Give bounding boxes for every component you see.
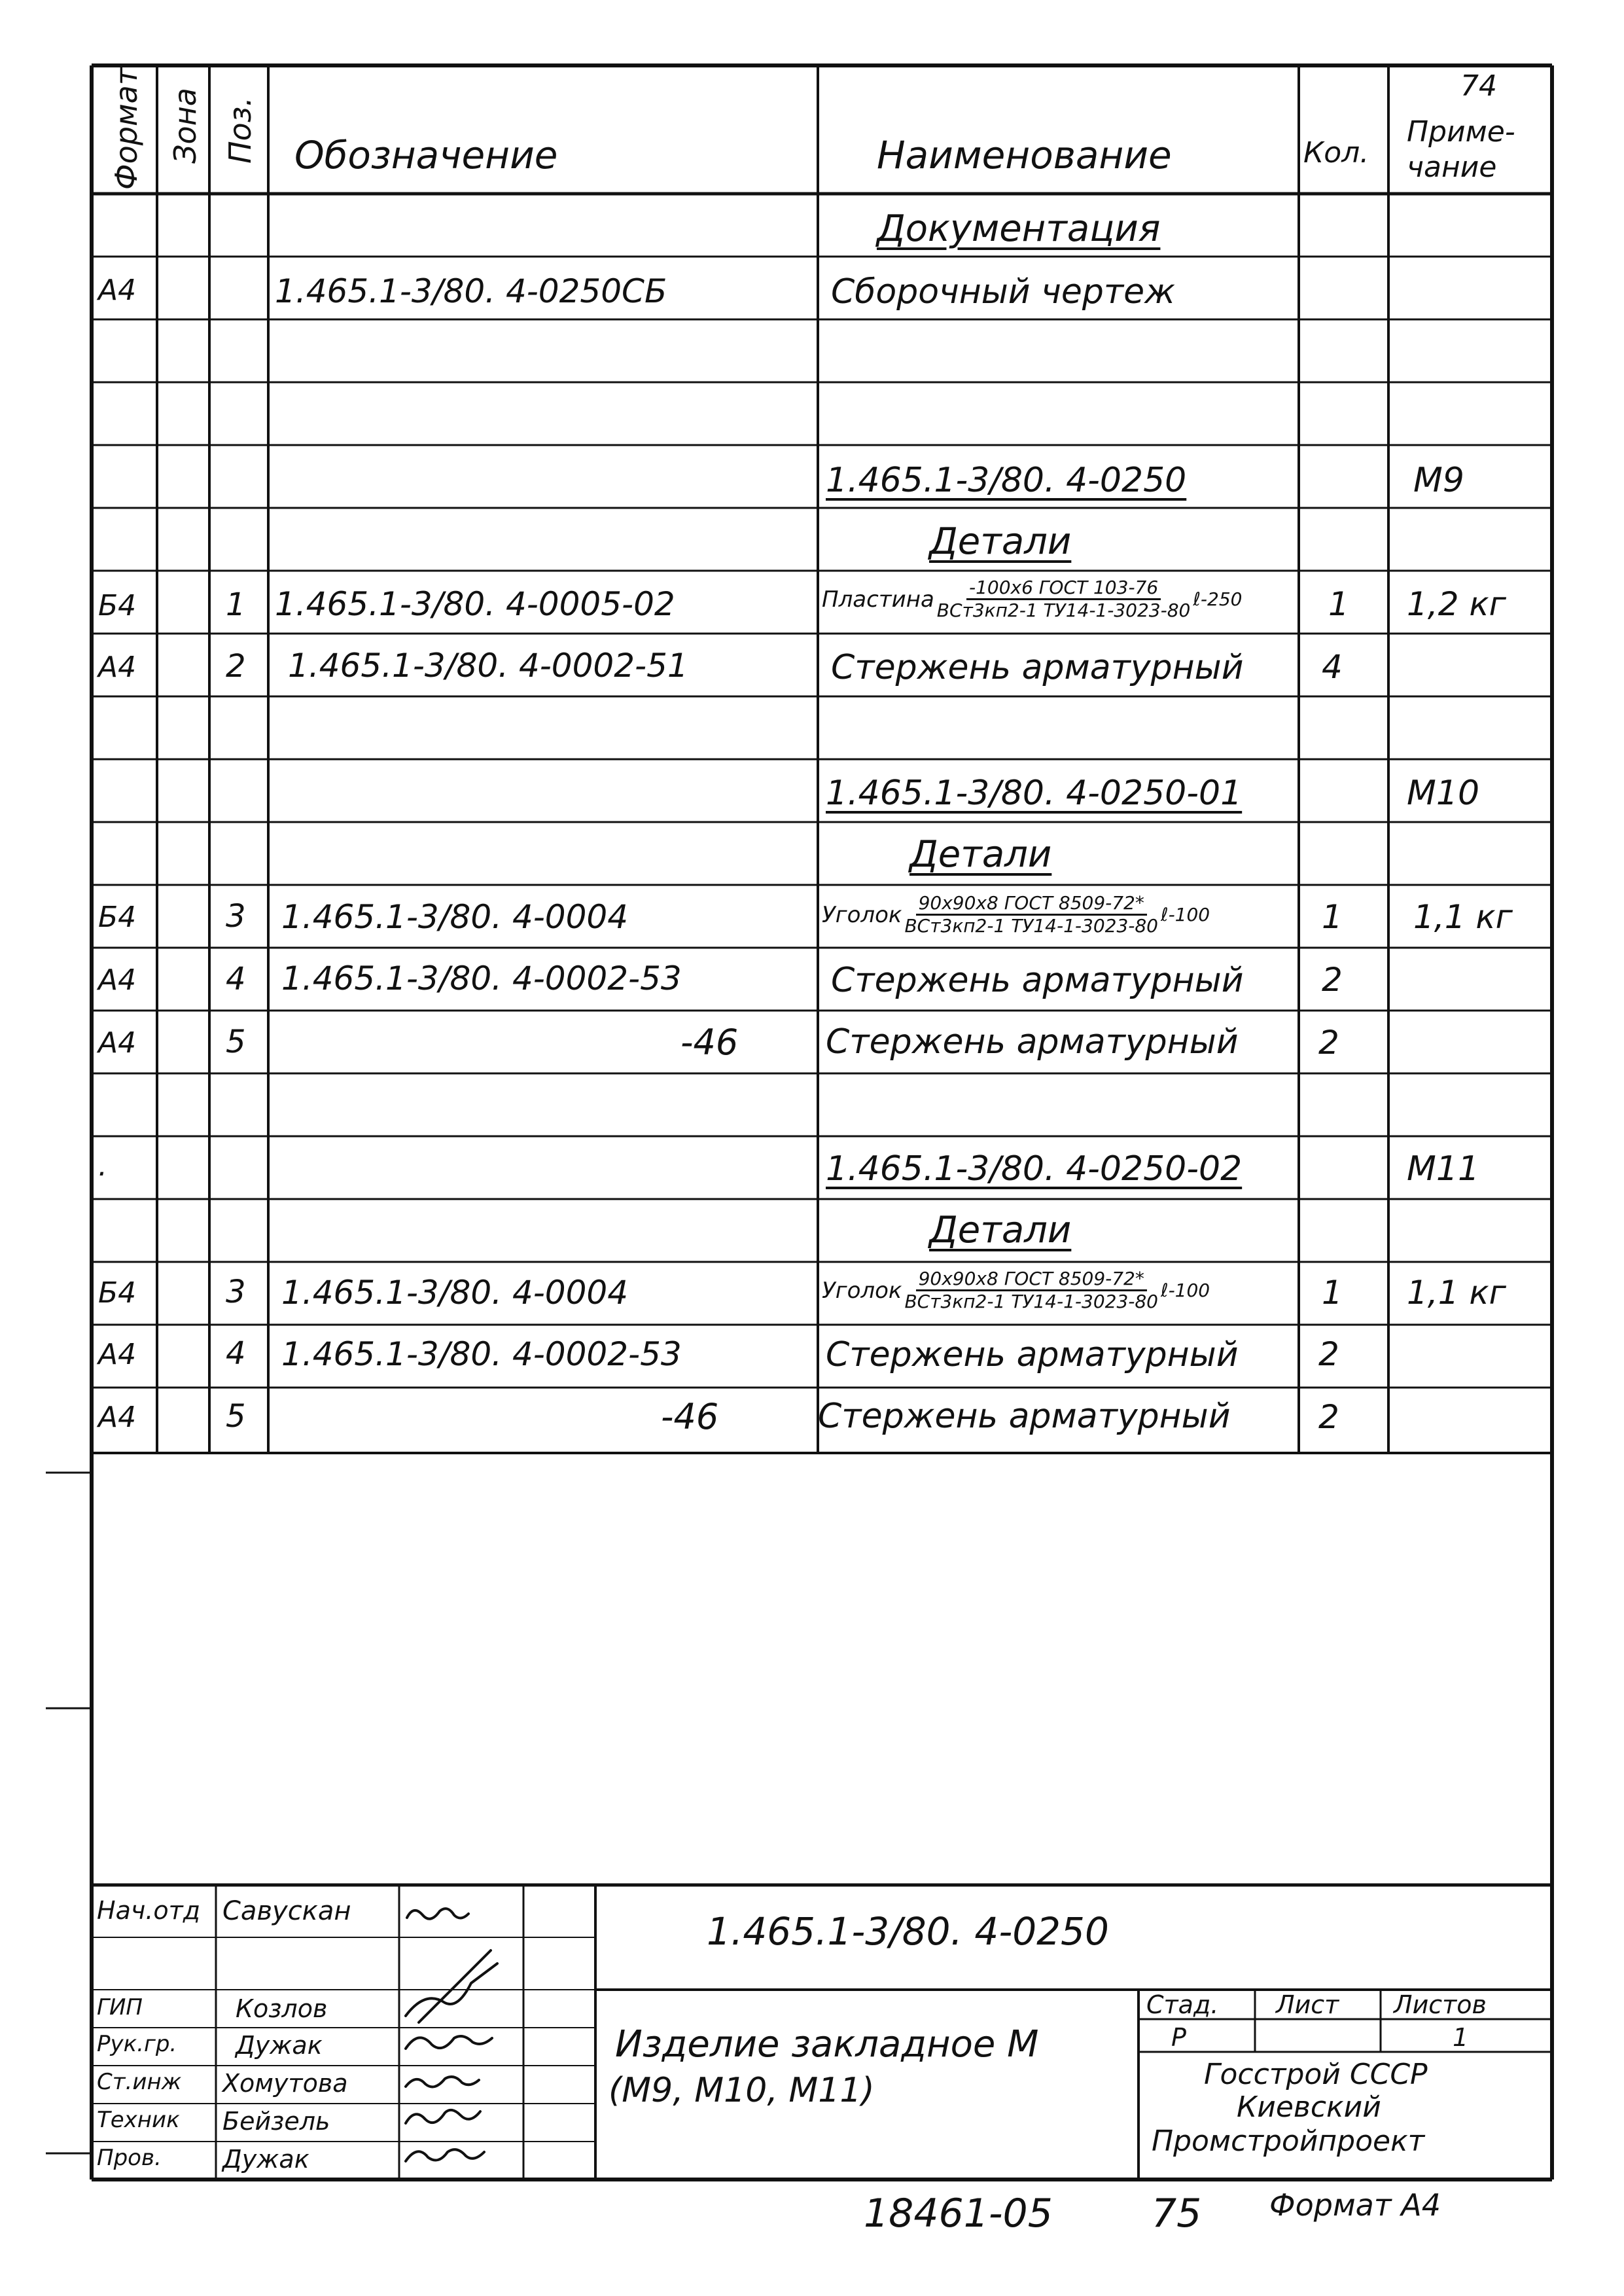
- section-heading-details-2: Детали: [909, 833, 1052, 876]
- material-length: ℓ-250: [1193, 588, 1243, 611]
- material-numerator: -100x6 ГОСТ 103-76: [966, 577, 1161, 600]
- material-denominator: ВСт3кп2-1 ТУ14-1-3023-80: [936, 600, 1191, 622]
- row-note: 1,1 кг: [1407, 1274, 1506, 1312]
- variant-code-m10: 1.465.1-3/80. 4-0250-01: [826, 774, 1243, 813]
- row-name-material-spec: [822, 577, 1242, 621]
- header-zone: Зона: [168, 88, 203, 164]
- header-name: Наименование: [877, 133, 1172, 177]
- row-designation: 1.465.1-3/80. 4-0002-51: [288, 647, 688, 685]
- variant-label-m11: М11: [1407, 1149, 1480, 1189]
- material-length: ℓ-100: [1161, 904, 1210, 926]
- row-pos: 5: [226, 1024, 246, 1060]
- material-length: ℓ-100: [1161, 1280, 1210, 1302]
- person-name: Хомутова: [222, 2069, 348, 2098]
- format-label: Формат А4: [1269, 2187, 1441, 2223]
- header-note-line1: Приме-: [1407, 115, 1515, 149]
- row-name: Стержень арматурный: [826, 1335, 1239, 1374]
- variant-code-m9: 1.465.1-3/80. 4-0250: [826, 461, 1187, 500]
- row-format: А4: [98, 651, 137, 684]
- material-numerator: 90x90x8 ГОСТ 8509-72*: [916, 1268, 1147, 1291]
- row-pos: 3: [226, 898, 246, 935]
- person-name: Дужак: [236, 2031, 323, 2060]
- person-name: Козлов: [236, 1994, 328, 2023]
- row-designation: 1.465.1-3/80. 4-0250СБ: [275, 272, 667, 310]
- row-designation: 1.465.1-3/80. 4-0004: [281, 1274, 629, 1312]
- row-qty: 2: [1318, 1024, 1339, 1062]
- role-label: Нач.отд: [97, 1896, 201, 1925]
- role-label: Пров.: [97, 2145, 162, 2171]
- variant-label-m10: М10: [1407, 774, 1480, 813]
- row-designation-suffix: -46: [680, 1022, 739, 1063]
- material-numerator: 90x90x8 ГОСТ 8509-72*: [916, 893, 1147, 916]
- row-format: .: [98, 1149, 107, 1183]
- material-prefix: Пластина: [822, 586, 934, 613]
- row-format: А4: [98, 963, 137, 997]
- person-name: Дужак: [222, 2145, 309, 2174]
- row-designation: 1.465.1-3/80. 4-0004: [281, 898, 629, 936]
- stage-label: Стад.: [1146, 1990, 1219, 2019]
- row-designation: 1.465.1-3/80. 4-0002-53: [281, 1335, 682, 1373]
- row-format: А4: [98, 274, 137, 307]
- row-name: Стержень арматурный: [826, 1022, 1239, 1062]
- org-line3: Промстройпроект: [1152, 2125, 1425, 2158]
- org-line1: Госстрой СССР: [1204, 2058, 1428, 2091]
- row-qty: 1: [1328, 585, 1349, 623]
- row-pos: 5: [226, 1398, 246, 1435]
- row-note: 1,2 кг: [1407, 585, 1506, 623]
- variant-code-m11: 1.465.1-3/80. 4-0250-02: [826, 1149, 1243, 1189]
- row-pos: 3: [226, 1274, 246, 1310]
- row-qty: 2: [1318, 1335, 1339, 1373]
- row-qty: 2: [1322, 961, 1343, 999]
- row-format: Б4: [98, 589, 137, 622]
- row-qty: 2: [1318, 1398, 1339, 1436]
- stage-value: Р: [1171, 2023, 1186, 2052]
- row-format: Б4: [98, 1276, 137, 1310]
- role-label: Ст.инж: [97, 2069, 182, 2095]
- role-label: Техник: [97, 2107, 180, 2133]
- row-designation-suffix: -46: [661, 1396, 719, 1437]
- doc-code: 1.465.1-3/80. 4-0250: [707, 1909, 1109, 1954]
- row-name: Стержень арматурный: [831, 648, 1244, 687]
- row-qty: 4: [1322, 648, 1343, 686]
- row-format: А4: [98, 1338, 137, 1371]
- row-pos: 1: [226, 586, 246, 623]
- material-denominator: ВСт3кп2-1 ТУ14-1-3023-80: [904, 915, 1158, 937]
- org-line2: Киевский: [1237, 2090, 1381, 2124]
- header-format: Формат: [109, 67, 144, 190]
- footer-page: 75: [1152, 2191, 1202, 2236]
- row-format: Б4: [98, 901, 137, 934]
- row-format: А4: [98, 1026, 137, 1060]
- section-heading-details-1: Детали: [929, 520, 1072, 563]
- row-name: Сборочный чертеж: [831, 272, 1175, 312]
- header-qty: Кол.: [1303, 136, 1369, 170]
- row-pos: 4: [226, 961, 246, 997]
- row-qty: 1: [1322, 898, 1343, 936]
- product-title-line2: (М9, М10, М11): [609, 2071, 875, 2110]
- page-number: 74: [1460, 69, 1497, 103]
- header-designation: Обозначение: [294, 133, 558, 177]
- header-note-line2: чание: [1407, 151, 1497, 184]
- material-denominator: ВСт3кп2-1 ТУ14-1-3023-80: [904, 1291, 1158, 1313]
- role-label: Рук.гр.: [97, 2031, 177, 2057]
- section-heading-details-3: Детали: [929, 1209, 1072, 1251]
- row-pos: 4: [226, 1335, 246, 1372]
- sheets-label: Листов: [1394, 1990, 1487, 2019]
- header-pos: Поз.: [222, 97, 258, 164]
- row-format: А4: [98, 1401, 137, 1434]
- variant-label-m9: М9: [1413, 461, 1464, 500]
- row-name-material-spec: [822, 893, 1210, 937]
- row-note: 1,1 кг: [1413, 898, 1513, 936]
- row-designation: 1.465.1-3/80. 4-0005-02: [275, 585, 675, 623]
- material-prefix: Уголок: [822, 1277, 902, 1304]
- row-name: Стержень арматурный: [818, 1397, 1231, 1436]
- row-name-material-spec: [822, 1268, 1210, 1312]
- sheets-value: 1: [1453, 2023, 1469, 2052]
- sheet-label: Лист: [1276, 1990, 1339, 2019]
- role-label: ГИП: [97, 1994, 143, 2020]
- inventory-number: 18461-05: [864, 2191, 1053, 2236]
- row-name: Стержень арматурный: [831, 961, 1244, 1000]
- row-pos: 2: [226, 648, 246, 685]
- material-prefix: Уголок: [822, 901, 902, 928]
- row-designation: 1.465.1-3/80. 4-0002-53: [281, 960, 682, 997]
- person-name: Савускан: [222, 1896, 351, 1926]
- person-name: Бейзель: [222, 2107, 330, 2136]
- product-title-line1: Изделие закладное М: [615, 2023, 1039, 2066]
- section-heading-documentation: Документация: [877, 207, 1161, 250]
- row-qty: 1: [1322, 1274, 1343, 1312]
